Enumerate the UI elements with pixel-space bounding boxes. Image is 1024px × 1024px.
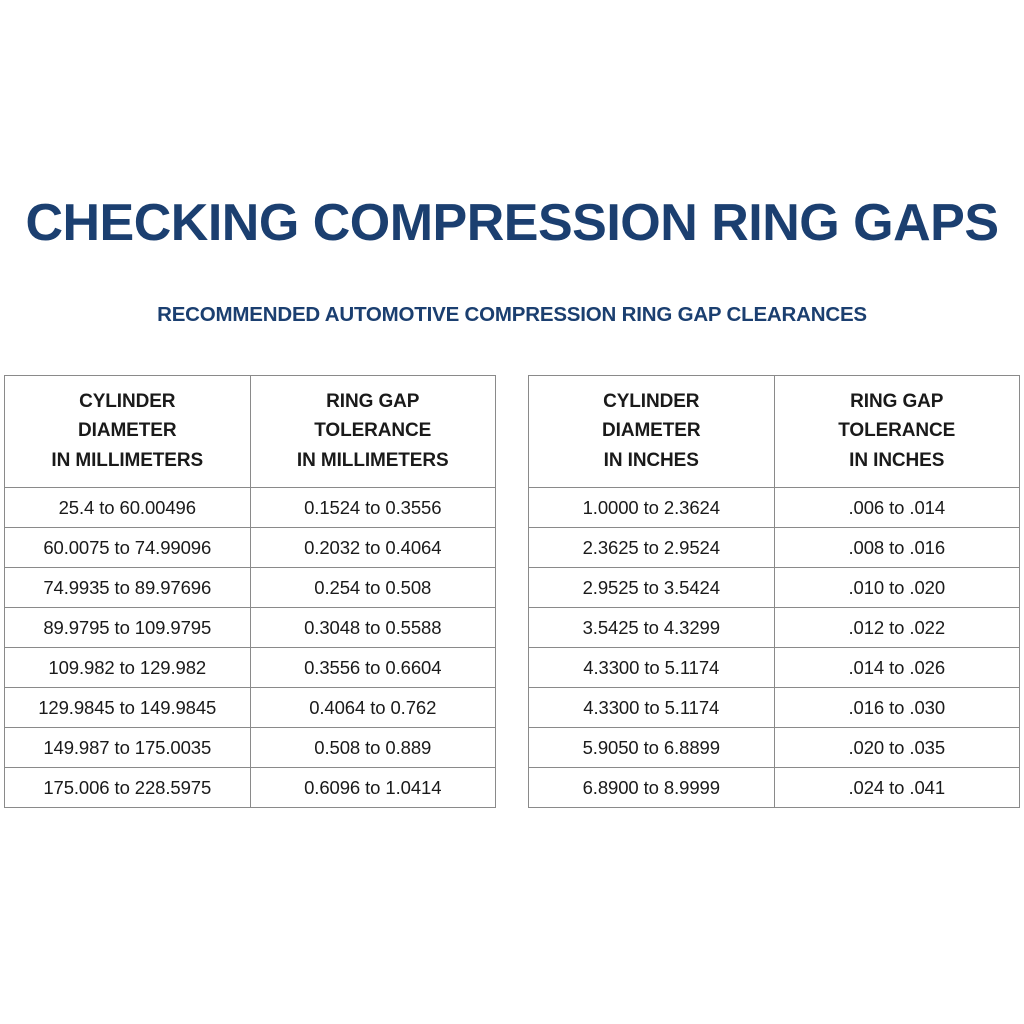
- header-line: RING GAP: [850, 391, 944, 412]
- cell-tolerance: .024 to .041: [774, 768, 1020, 808]
- cell-tolerance: 0.508 to 0.889: [250, 728, 496, 768]
- cell-diameter: 6.8900 to 8.9999: [529, 768, 775, 808]
- cell-tolerance: .006 to .014: [774, 488, 1020, 528]
- table-row: [529, 528, 1020, 568]
- page-subtitle: RECOMMENDED AUTOMOTIVE COMPRESSION RING GAP CLEARANCES: [157, 303, 867, 326]
- cell-tolerance: 0.6096 to 1.0414: [250, 768, 496, 808]
- table-row: [5, 688, 496, 728]
- page-title: CHECKING COMPRESSION RING GAPS: [25, 194, 999, 252]
- cell-diameter: 5.9050 to 6.8899: [529, 728, 775, 768]
- cell-tolerance: .020 to .035: [774, 728, 1020, 768]
- column-header-cylinder-diameter-in: [529, 376, 775, 488]
- cell-diameter: 2.3625 to 2.9524: [529, 528, 775, 568]
- table-body: [5, 488, 496, 808]
- table-row: [529, 688, 1020, 728]
- cell-tolerance: 0.3556 to 0.6604: [250, 648, 496, 688]
- cell-diameter: 3.5425 to 4.3299: [529, 608, 775, 648]
- imperial-ring-gap-table: [528, 375, 1020, 808]
- column-header-ring-gap-tolerance-in: [774, 376, 1020, 488]
- table-row: [529, 648, 1020, 688]
- table-row: [5, 488, 496, 528]
- cell-diameter: 74.9935 to 89.97696: [5, 568, 251, 608]
- cell-tolerance: 0.254 to 0.508: [250, 568, 496, 608]
- column-header-cylinder-diameter-mm: [5, 376, 251, 488]
- header-line: DIAMETER: [78, 420, 177, 442]
- cell-diameter: 175.006 to 228.5975: [5, 768, 251, 808]
- cell-tolerance: .012 to .022: [774, 608, 1020, 648]
- cell-tolerance: 0.2032 to 0.4064: [250, 528, 496, 568]
- metric-ring-gap-table: [4, 375, 496, 808]
- cell-tolerance: .010 to .020: [774, 568, 1020, 608]
- table-row: [5, 768, 496, 808]
- header-line: RING GAP: [326, 391, 420, 412]
- table-body: [529, 488, 1020, 808]
- header-line: IN INCHES: [603, 449, 699, 471]
- header-line: CYLINDER: [79, 391, 176, 412]
- table-header: [529, 376, 1020, 488]
- cell-diameter: 60.0075 to 74.99096: [5, 528, 251, 568]
- table-row: [529, 768, 1020, 808]
- table-row: [529, 568, 1020, 608]
- header-line: TOLERANCE: [314, 420, 432, 442]
- table-row: [5, 568, 496, 608]
- cell-tolerance: .014 to .026: [774, 648, 1020, 688]
- header-line: IN INCHES: [849, 449, 945, 471]
- table-row: [5, 648, 496, 688]
- cell-diameter: 149.987 to 175.0035: [5, 728, 251, 768]
- cell-diameter: 2.9525 to 3.5424: [529, 568, 775, 608]
- header-line: TOLERANCE: [838, 420, 956, 442]
- table-row: [5, 728, 496, 768]
- cell-diameter: 1.0000 to 2.3624: [529, 488, 775, 528]
- header-row: [5, 376, 496, 488]
- cell-diameter: 25.4 to 60.00496: [5, 488, 251, 528]
- table-row: [5, 608, 496, 648]
- header-line: CYLINDER: [603, 391, 700, 412]
- cell-tolerance: 0.3048 to 0.5588: [250, 608, 496, 648]
- header-row: [529, 376, 1020, 488]
- tables-container: [0, 375, 1024, 808]
- cell-tolerance: 0.4064 to 0.762: [250, 688, 496, 728]
- header-line: IN MILLIMETERS: [296, 449, 449, 471]
- table-row: [529, 608, 1020, 648]
- cell-diameter: 129.9845 to 149.9845: [5, 688, 251, 728]
- table-row: [529, 728, 1020, 768]
- cell-tolerance: 0.1524 to 0.3556: [250, 488, 496, 528]
- header-line: DIAMETER: [602, 420, 701, 442]
- table-row: [5, 528, 496, 568]
- table-header: [5, 376, 496, 488]
- cell-tolerance: .016 to .030: [774, 688, 1020, 728]
- cell-diameter: 109.982 to 129.982: [5, 648, 251, 688]
- cell-diameter: 89.9795 to 109.9795: [5, 608, 251, 648]
- cell-tolerance: .008 to .016: [774, 528, 1020, 568]
- column-header-ring-gap-tolerance-mm: [250, 376, 496, 488]
- cell-diameter: 4.3300 to 5.1174: [529, 648, 775, 688]
- table-row: [529, 488, 1020, 528]
- cell-diameter: 4.3300 to 5.1174: [529, 688, 775, 728]
- header-line: IN MILLIMETERS: [51, 449, 204, 471]
